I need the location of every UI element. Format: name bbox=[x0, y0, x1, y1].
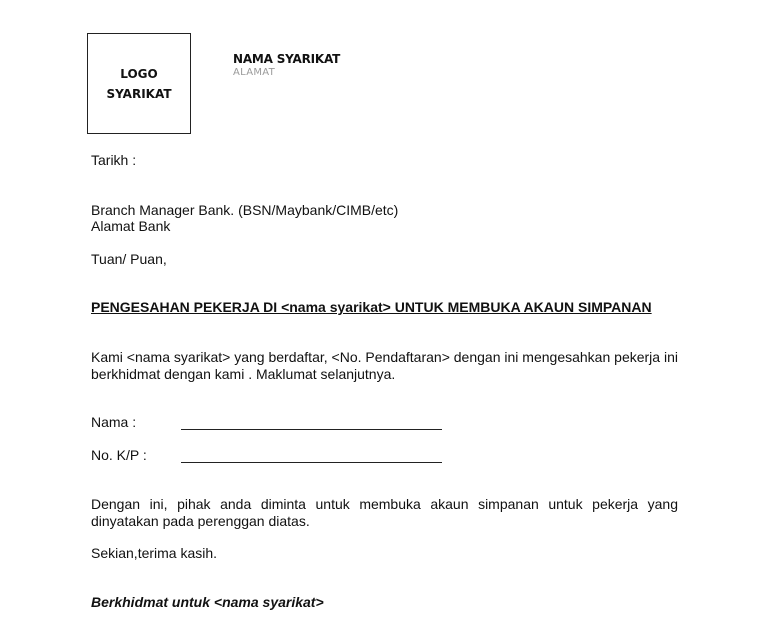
paragraph-confirmation: Kami <nama syarikat> yang berdaftar, <No. Pendaftaran> dengan ini mengesahkan pekerja ini berkhidmat dengan kami . Maklumat selanjutnya. bbox=[91, 349, 678, 382]
name-field-blank bbox=[181, 413, 442, 430]
company-address: ALAMAT bbox=[233, 67, 276, 78]
ic-field-label: No. K/P : bbox=[91, 447, 147, 463]
logo-text-line1: LOGO bbox=[120, 66, 158, 81]
signoff-line: Berkhidmat untuk <nama syarikat> bbox=[91, 594, 324, 610]
letter-subject: PENGESAHAN PEKERJA DI <nama syarikat> UNTUK MEMBUKA AKAUN SIMPANAN bbox=[91, 299, 652, 315]
recipient-line-2: Alamat Bank bbox=[91, 218, 171, 234]
company-logo-placeholder bbox=[87, 33, 191, 134]
logo-text-line2: SYARIKAT bbox=[106, 86, 172, 101]
date-label: Tarikh : bbox=[91, 152, 137, 168]
closing-line: Sekian,terima kasih. bbox=[91, 545, 218, 561]
recipient-line-1: Branch Manager Bank. (BSN/Maybank/CIMB/etc) bbox=[91, 202, 399, 218]
letterhead-company bbox=[233, 51, 340, 79]
salutation: Tuan/ Puan, bbox=[91, 251, 167, 267]
company-name: NAMA SYARIKAT bbox=[233, 52, 341, 66]
name-field-label: Nama : bbox=[91, 414, 137, 430]
ic-field-blank bbox=[181, 446, 442, 463]
paragraph-request: Dengan ini, pihak anda diminta untuk membuka akaun simpanan untuk pekerja yang dinyatakan pada perenggan diatas. bbox=[91, 496, 678, 529]
